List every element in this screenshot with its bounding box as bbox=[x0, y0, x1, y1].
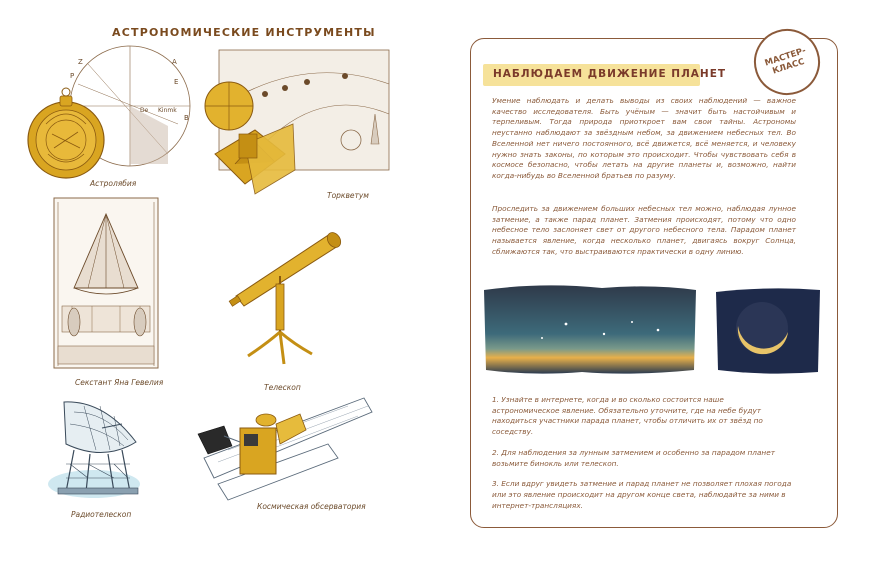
instruction-2: 2. Для наблюдения за лунным затмением и особенно за парадом планет возьмите бинокль или телескоп. bbox=[492, 447, 775, 468]
caption-astrolabe: Астролябия bbox=[90, 179, 137, 188]
telescope-illustration bbox=[226, 224, 350, 374]
caption-sextant: Секстант Яна Гевелия bbox=[75, 378, 164, 387]
astrolabe-label-de: De bbox=[140, 107, 149, 114]
eclipse-paragraph: Проследить за движением больших небесных тел можно, наблюдая лунное затмение, а также парад планет. Затмения происходят, потому что одно небесное тело заслоняет свет от другого небесного тела. Парадом планет называется явление, когда несколько планет, двигаясь вокруг Солнца, сближаются так, что выстраиваются практически в одну линию. bbox=[492, 204, 796, 256]
master-class-badge-text: МАСТЕР-КЛАСС bbox=[763, 45, 808, 77]
astrolabe-label-e: E bbox=[174, 78, 179, 86]
intro-paragraph: Умение наблюдать и делать выводы из своих наблюдений — важное качество исследователя. Быть учёным — значит быть настойчивым и терпеливым. Тогда природа приоткроет вам свои тайны. Астрономы неустанно наблюдают за звёздным небом, за движением небесных тел. Во Вселенной нет ничего постоянного, всё движется, всё меняется, и человеку нужно знать законы, по которым это происходит. Чтобы чувствовать себя в космосе безопасно, чтобы летать на другие планеты и, возможно, найти когда-нибудь во Вселенной братьев по разуму. bbox=[492, 96, 796, 180]
radio-telescope-illustration bbox=[44, 384, 154, 504]
moon-eclipse-watercolor bbox=[712, 286, 824, 376]
night-sky-watercolor bbox=[482, 282, 698, 378]
left-page-title: АСТРОНОМИЧЕСКИЕ ИНСТРУМЕНТЫ bbox=[112, 26, 376, 39]
astrolabe-illustration bbox=[18, 44, 188, 194]
instruction-1: 1. Узнайте в интернете, когда и во сколько состоится наше астрономическое явление. Обязательно уточните, где на небе будут находиться участники парада планет, чтобы отличить их от звёзд по соседству. bbox=[492, 395, 763, 437]
space-observatory-illustration bbox=[188, 384, 380, 508]
astrolabe-label-kinmk: Kinmk bbox=[158, 107, 177, 114]
astrolabe-label-a: A bbox=[172, 58, 177, 66]
caption-space-observatory: Космическая обсерватория bbox=[257, 502, 366, 511]
caption-telescope: Телескоп bbox=[264, 383, 301, 392]
caption-radio-telescope: Радиотелескоп bbox=[71, 510, 132, 519]
astrolabe-label-p: P bbox=[70, 72, 75, 80]
caption-torquetum: Торкветум bbox=[327, 191, 369, 200]
instruction-3: 3. Если вдруг увидеть затмение и парад планет не позволяет плохая погода или это явление происходит на другом конце света, наблюдайте за ними в интернет-трансляциях. bbox=[492, 479, 792, 510]
sextant-illustration bbox=[52, 196, 162, 372]
astrolabe-label-b: B bbox=[184, 114, 189, 122]
torquetum-illustration bbox=[195, 44, 395, 214]
page-heading: НАБЛЮДАЕМ ДВИЖЕНИЕ ПЛАНЕТ bbox=[493, 68, 727, 80]
instructions-list bbox=[492, 395, 792, 521]
astrolabe-label-z: Z bbox=[78, 58, 83, 66]
